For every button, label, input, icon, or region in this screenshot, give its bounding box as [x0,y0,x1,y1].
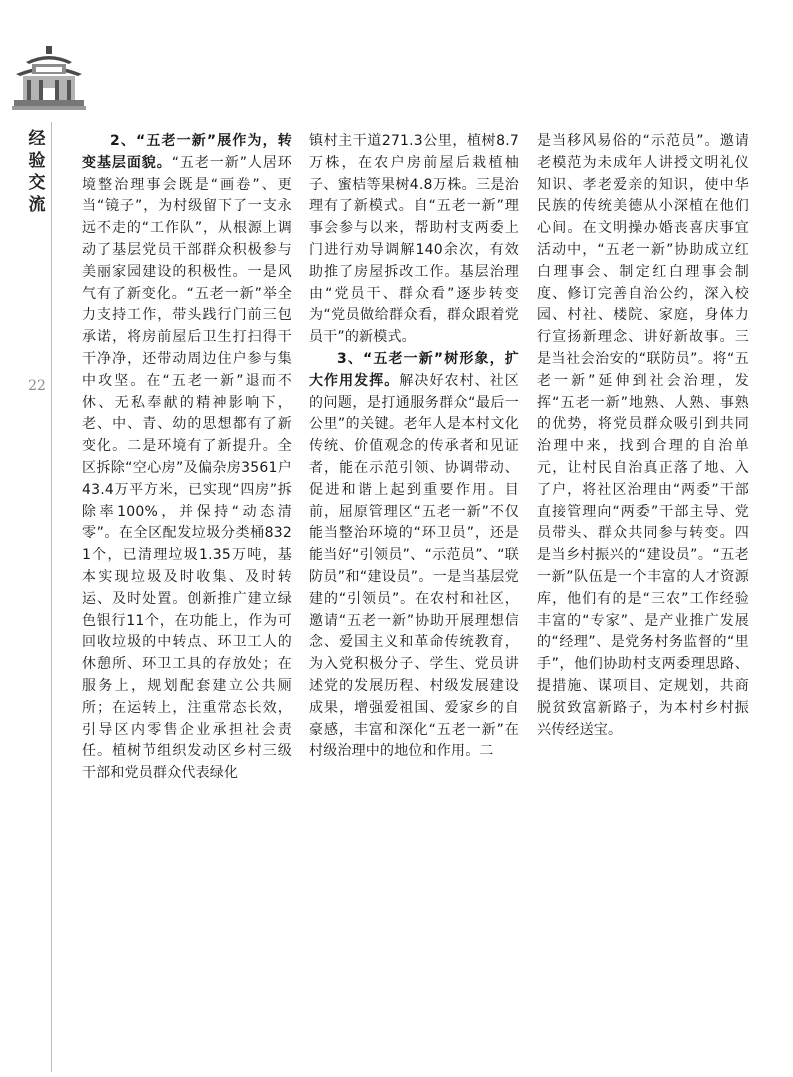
side-divider [51,122,52,1072]
text-column-3 [537,131,749,741]
section-heading: 2、“五老一新”展作为，转变基层面貌。 [82,133,292,171]
paragraph-text: 是当移风易俗的“示范员”。邀请老模范为未成年人讲授文明礼仪知识、孝老爱亲的知识，使中华民族的传统美德从小深植在他们心间。在文明操办婚丧喜庆事宜活动中，“五老一新”协助成立红白理事会、制定红白理事会制度、修订完善自治公约，深入校园、村社、楼院、家庭，身体力行宣扬新理念、讲好新故事。三是当社会治安的“联防员”。将“五老一新”延伸到社会治理，发挥“五老一新”地熟、人熟、事熟的优势，将党员群众吸引到共同治理中来，找到合理的自治单元，让村民自治真正落了地、入了户，将社区治理由“两委”干部直接管理向“两委”干部主导、党员带头、群众共同参与转变。四是当乡村振兴的“建设员”。“五老一新”队伍是一个丰富的人才资源库，他们有的是“三农”工作经验丰富的“专家”、是产业推广发展的“经理”、是党务村务监督的“里手”，他们协助村支两委理思路、提措施、谋项目、定规划，共商脱贫致富新路子，为本村乡村振兴传经送宝。 [537,133,749,738]
page-number: 22 [28,378,46,394]
paragraph-text: 解决好农村、社区的问题，是打通服务群众“最后一公里”的关键。老年人是本村文化传统、价值观念的传承者和见证者，能在示范引领、协调带动、促进和谐上起到重要作用。目前，屈原管理区“五老一新”不仅能当整治环境的“环卫员”，还是能当好“引领员”、“示范员”、“联防员”和“建设员”。一是当基层党建的“引领员”。在农村和社区，邀请“五老一新”协助开展理想信念、爱国主义和革命传统教育，为入党积极分子、学生、党员讲述党的发展历程、村级发展建设成果，增强爱祖国、爱家乡的自豪感，丰富和深化“五老一新”在村级治理中的地位和作用。二 [309,372,519,760]
paragraph [82,131,292,785]
paragraph-text: “五老一新”人居环境整治理事会既是“画卷”、更当“镜子”，为村级留下了一支永远不走的“工作队”，从根源上调动了基层党员干部群众积极参与美丽家园建设的积极性。一是风气有了新变化。“五老一新”举全力支持工作，带头践行门前三包承诺，将房前屋后卫生打扫得干干净净，还带动周边住户参与集中攻坚。在“五老一新”退而不休、无私奉献的精神影响下，老、中、青、幼的思想都有了新变化。二是环境有了新提升。全区拆除“空心房”及偏杂房3561户43.4万平方米，已实现“四房”拆除率100%，并保持“动态清零”。在全区配发垃圾分类桶8321个，已清理垃圾1.35万吨，基本实现垃圾及时收集、及时转运、及时处置。创新推广建立绿色银行11个，在功能上，作为可回收垃圾的中转点、环卫工人的休憩所、环卫工具的存放处；在服务上，规划配套建立公共厕所；在运转上，注重常态长效，引导区内零售企业承担社会责任。植树节组织发动区乡村三级干部和党员群众代表绿化 [82,154,292,782]
text-column-2 [309,131,519,763]
paragraph [537,131,749,741]
section-heading: 3、“五老一新”树形象，扩大作用发挥。 [309,350,519,389]
text-column-1 [82,131,292,785]
pagoda-logo-icon [12,40,86,114]
paragraph [309,131,519,349]
section-label: 经验交流 [28,129,46,215]
paragraph-text: 镇村主干道271.3公里，植树8.7万株，在农户房前屋后栽植柚子、蜜桔等果树4.8万株。三是治理有了新模式。自“五老一新”理事会参与以来，帮助村支两委上门进行劝导调解140余次，有效助推了房屋拆改工作。基层治理由“党员干、群众看”逐步转变为“党员做给群众看，群众跟着党员干”的新模式。 [309,133,519,346]
paragraph [309,349,519,763]
